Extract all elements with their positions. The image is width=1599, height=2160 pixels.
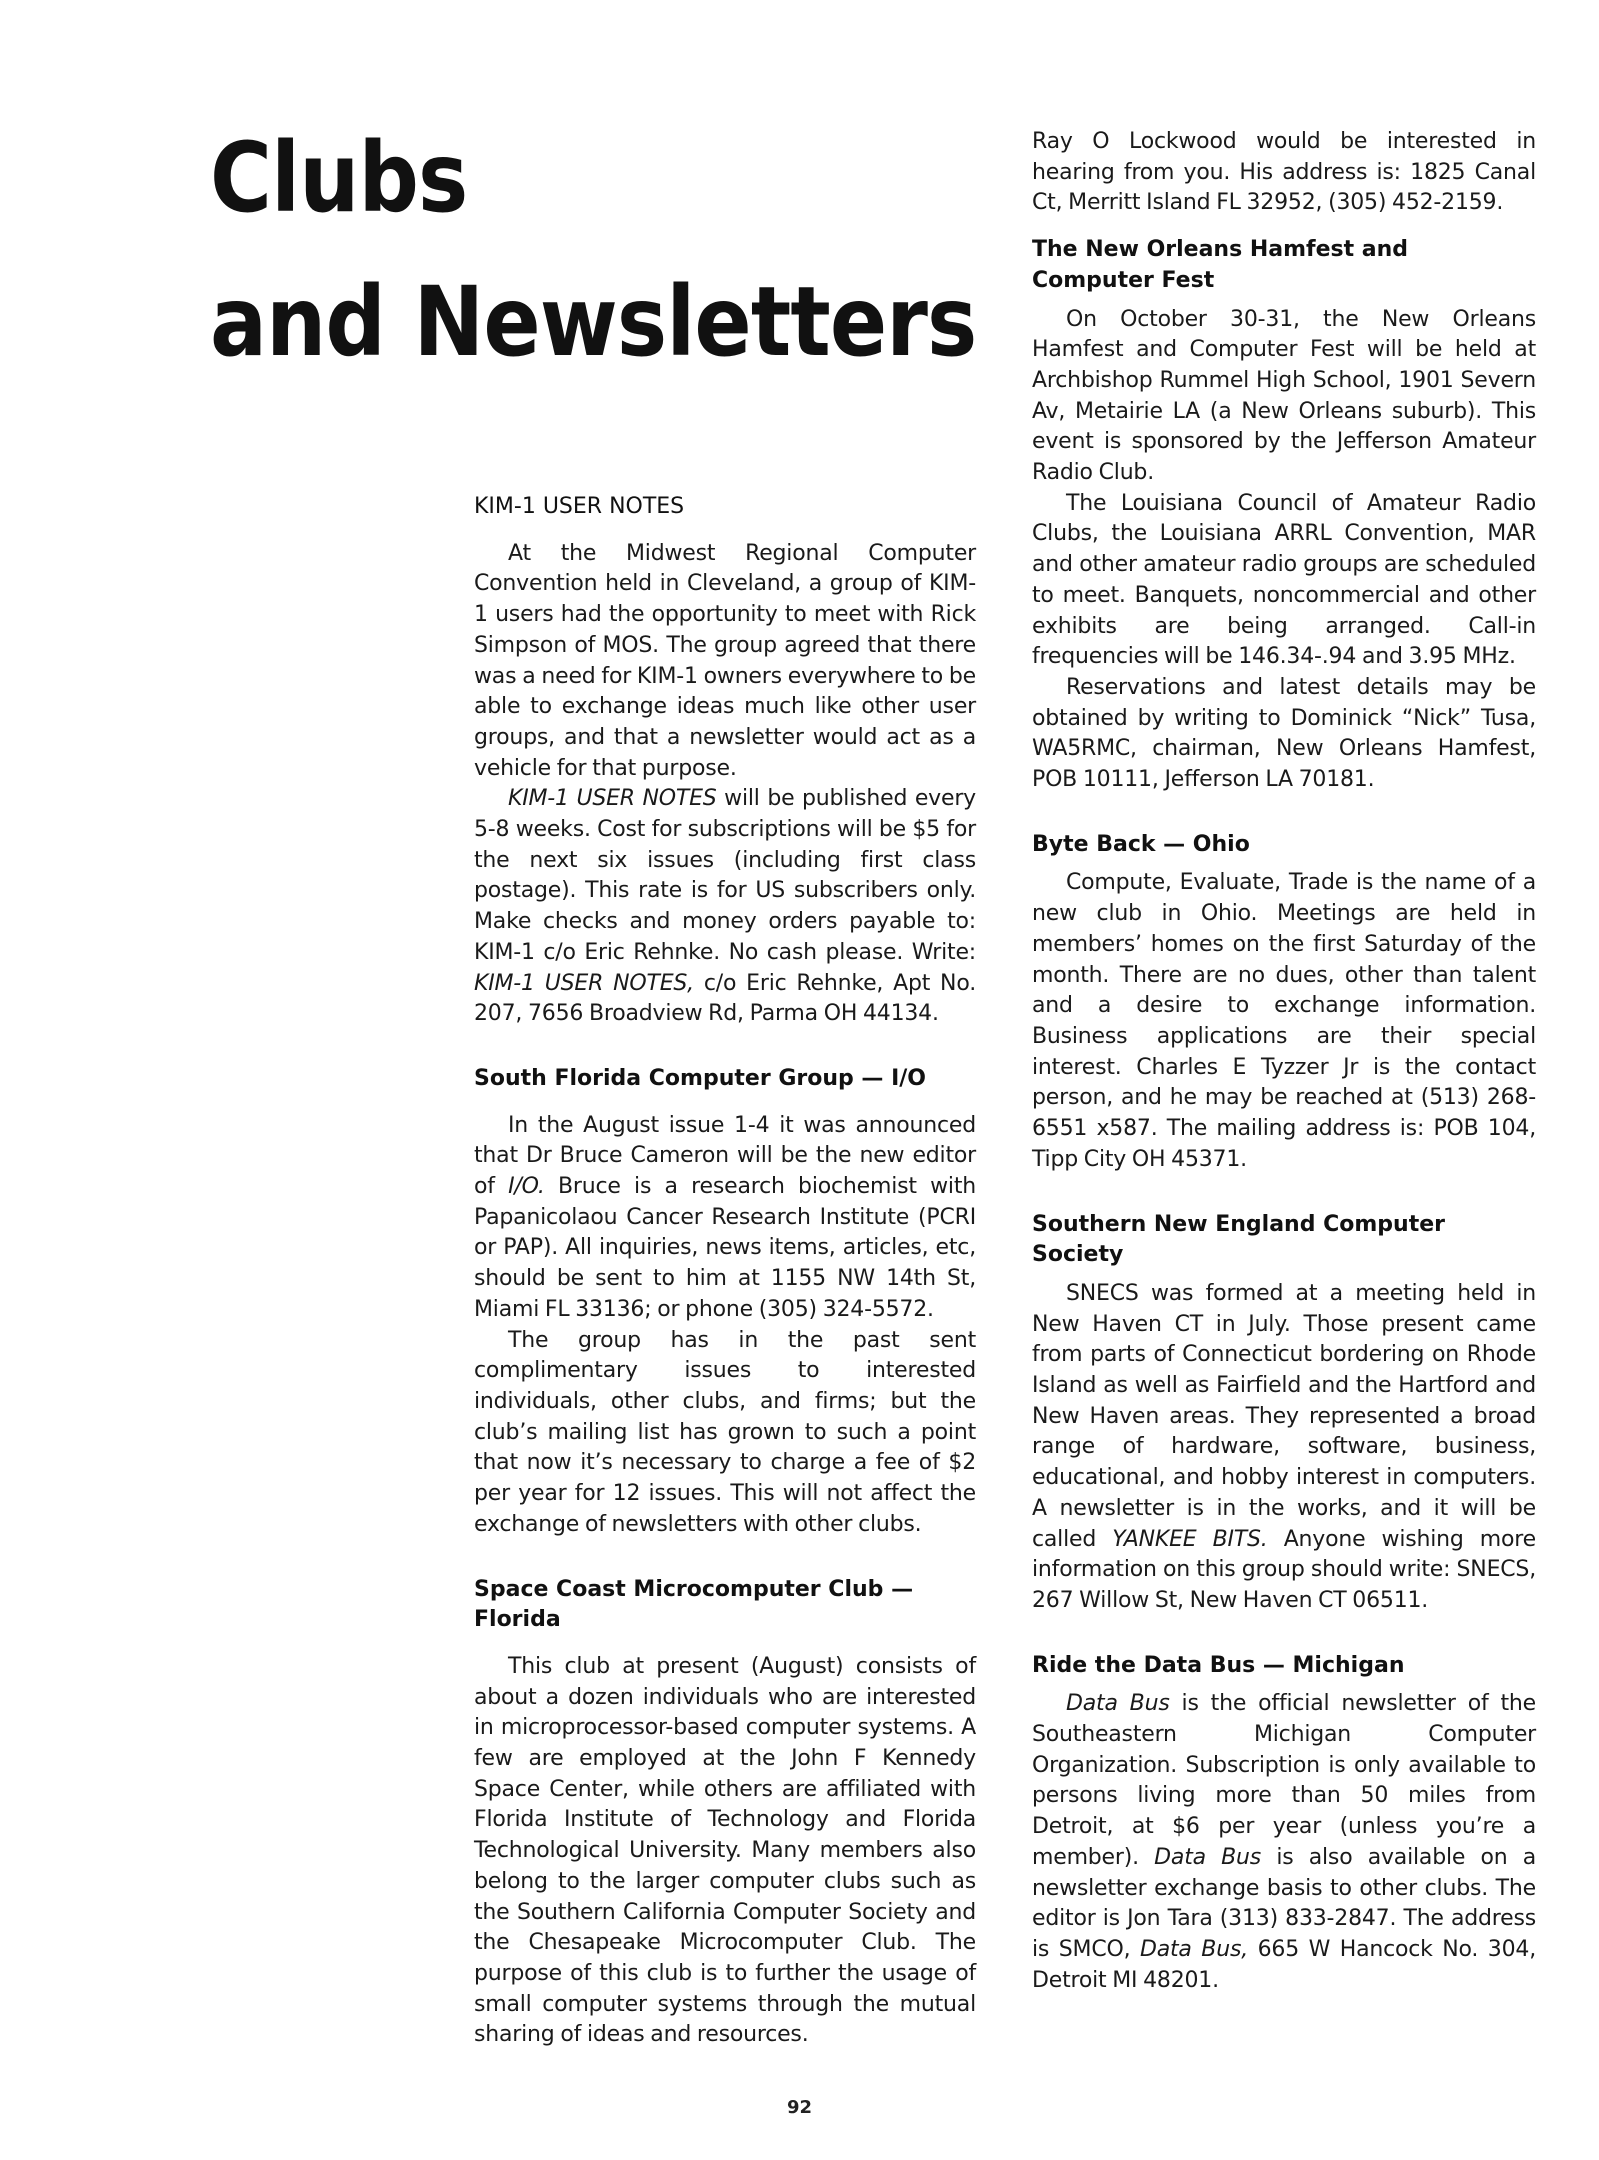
section-south-florida: [474, 1064, 976, 1541]
text-run: is also available on a newsletter exchange basis to other clubs. The editor is Jon Tara (313) 833-2847. The address is SMCO,: [1032, 1844, 1536, 1962]
section-byte-back: [1032, 830, 1536, 1176]
text-run: Bruce is a research biochemist with Papanicolaou Cancer Research Institute (PCRI or PAP). All inquiries, news items, articles, etc, should be sent to him at 1155 NW 14th St, Miami FL 33136; or phone (305) 324-5572.: [474, 1174, 976, 1322]
text-run: c/o Eric Rehnke, Apt No. 207, 7656 Broadview Rd, Parma OH 44134.: [474, 970, 976, 1027]
paragraph: On October 30-31, the New Orleans Hamfest and Computer Fest will be held at Archbishop Rummel High School, 1901 Severn Av, Metairie LA (a New Orleans suburb). This event is sponsored by the Jefferson Amateur Radio Club.: [1032, 306, 1536, 486]
section-heading: Ride the Data Bus — Michigan: [1032, 1652, 1405, 1678]
page-title: [210, 122, 1081, 378]
italic-title: KIM-1 USER NOTES,: [474, 970, 694, 996]
section-heading: Byte Back — Ohio: [1032, 831, 1250, 857]
section-new-orleans: [1032, 235, 1536, 796]
text-run: 665 W Hancock No. 304, Detroit MI 48201.: [1032, 1936, 1536, 1993]
page-title-line-2: and Newsletters: [210, 266, 977, 378]
left-column: [474, 492, 976, 2051]
section-heading: Southern New England Computer Society: [1032, 1211, 1445, 1268]
section-heading: Space Coast Microcomputer Club — Florida: [474, 1576, 914, 1633]
text-run: is the official newsletter of the Southeastern Michigan Computer Organization. Subscription is only available to persons living more than 50 miles from Detroit, at $6 per year (unless you’re a member).: [1032, 1691, 1536, 1870]
paragraph: [474, 784, 976, 1030]
text-run: will be published every 5-8 weeks. Cost for subscriptions will be $5 for the next six issues (including first class postage). This rate is for US subscribers only. Make checks and money orders payable to: KIM-1 c/o Eric Rehnke. No cash please. Write:: [474, 786, 976, 965]
italic-title: Data Bus: [1066, 1691, 1170, 1717]
paragraph: Compute, Evaluate, Trade is the name of a new club in Ohio. Meetings are held in members’ homes on the first Saturday of the month. There are no dues, other than talent and a desire to exchange information. Business applications are their special interest. Charles E Tyzzer Jr is the contact person, and he may be reached at (513) 268-6551 x587. The mailing address is: POB 104, Tipp City OH 45371.: [1032, 870, 1536, 1172]
section-heading: The New Orleans Hamfest and Computer Fest: [1032, 237, 1409, 293]
paragraph: At the Midwest Regional Computer Convention held in Cleveland, a group of KIM-1 users had the opportunity to meet with Rick Simpson of MOS. The group agreed that there was a need for KIM-1 owners everywhere to be able to exchange ideas much like other user groups, and that a newsletter would act as a vehicle for that purpose.: [474, 540, 976, 781]
section-heading: KIM-1 USER NOTES: [474, 494, 685, 519]
text-run: SNECS was formed at a meeting held in New Haven CT in July. Those present came from parts of Connecticut bordering on Rhode Island as well as Fairfield and the Hartford and New Haven areas. They represented a broad range of hardware, software, business, educational, and hobby interest in computers. A newsletter is in the works, and it will be called: [1032, 1280, 1536, 1552]
text-run: In the August issue 1-4 it was announced that Dr Bruce Cameron will be the new editor of: [474, 1112, 976, 1200]
section-snecs: [1032, 1210, 1536, 1617]
paragraph: [474, 1111, 976, 1326]
italic-title: Data Bus,: [1139, 1936, 1248, 1962]
paragraph: The Louisiana Council of Amateur Radio Clubs, the Louisiana ARRL Convention, MAR and other amateur radio groups are scheduled to meet. Banquets, noncommercial and other exhibits are being arranged. Call-in frequencies will be 146.34-.94 and 3.95 MHz.: [1032, 490, 1536, 670]
italic-title: I/O.: [508, 1174, 545, 1200]
text-run: Anyone wishing more information on this group should write: SNECS, 267 Willow St, New Haven CT 06511.: [1032, 1526, 1536, 1613]
section-heading: South Florida Computer Group — I/O: [474, 1065, 926, 1091]
paragraph: Reservations and latest details may be obtained by writing to Dominick “Nick” Tusa, WA5RMC, chairman, New Orleans Hamfest, POB 10111, Jefferson LA 70181.: [1032, 674, 1536, 793]
paragraph: This club at present (August) consists of about a dozen individuals who are interested in microprocessor-based computer systems. A few are employed at the John F Kennedy Space Center, while others are affiliated with Florida Institute of Technology and Florida Technological University. Many members also belong to the larger computer clubs such as the Southern California Computer Society and the Chesapeake Microcomputer Club. The purpose of this club is to further the usage of small computer systems through the mutual sharing of ideas and resources.: [474, 1653, 976, 2048]
italic-title: KIM-1 USER NOTES: [508, 786, 717, 812]
right-column: [1032, 127, 1536, 1996]
section-kim1-user-notes: [474, 492, 976, 1030]
page-number: 92: [786, 2097, 813, 2118]
section-data-bus: [1032, 1651, 1536, 1997]
page-title-line-1: Clubs: [210, 122, 468, 234]
section-space-coast: [474, 1575, 976, 2052]
paragraph: [1032, 1279, 1536, 1617]
italic-title: Data Bus: [1154, 1844, 1262, 1870]
paragraph-continued: Ray O Lockwood would be interested in hearing from you. His address is: 1825 Canal Ct, Merritt Island FL 32952, (305) 452-2159.: [1032, 129, 1536, 216]
paragraph: [1032, 1689, 1536, 1996]
paragraph: The group has in the past sent complimentary issues to interested individuals, other clubs, and firms; but the club’s mailing list has grown to such a point that now it’s necessary to charge a fee of $2 per year for 12 issues. This will not affect the exchange of newsletters with other clubs.: [474, 1327, 976, 1537]
italic-title: YANKEE BITS.: [1112, 1526, 1268, 1552]
